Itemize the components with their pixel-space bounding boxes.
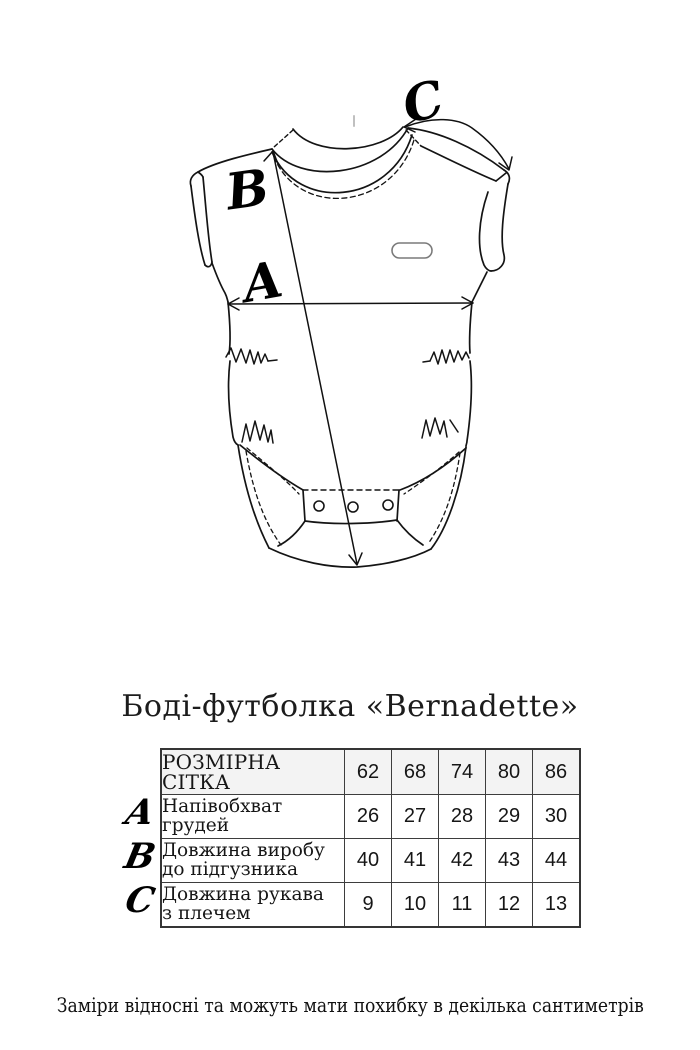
measure-value: 42 xyxy=(439,839,486,883)
table-letter-a: A xyxy=(122,792,158,833)
table-letter-b: B xyxy=(120,836,160,877)
left-leg-wing xyxy=(238,445,269,548)
size-header-cell: 74 xyxy=(439,749,486,795)
size-header-cell: 68 xyxy=(392,749,439,795)
measure-value: 26 xyxy=(345,795,392,839)
right-leg-zigzag xyxy=(422,418,447,438)
snap-flap-bottom xyxy=(305,520,397,524)
measure-value: 10 xyxy=(392,883,439,928)
size-header-cell: 62 xyxy=(345,749,392,795)
measure-value: 43 xyxy=(486,839,533,883)
measure-value: 30 xyxy=(533,795,581,839)
letter-a-diagram: A xyxy=(238,249,287,315)
chest-label xyxy=(392,243,432,258)
left-underarm xyxy=(212,263,228,302)
size-grid-title: РОЗМІРНА СІТКА xyxy=(161,749,345,795)
leg-stitching-dashed xyxy=(246,448,460,545)
size-table-header-row xyxy=(161,749,580,795)
letter-c-diagram: C xyxy=(396,68,450,136)
measure-value: 12 xyxy=(486,883,533,928)
table-letter-c: C xyxy=(121,880,159,921)
bottom-section xyxy=(238,445,466,567)
measure-value: 40 xyxy=(345,839,392,883)
right-sleeve xyxy=(408,128,509,302)
measure-label: Довжина виробу до підгузника xyxy=(161,839,345,883)
measure-value: 11 xyxy=(439,883,486,928)
measure-value: 28 xyxy=(439,795,486,839)
table-row-b xyxy=(161,839,580,883)
snap-flap-left xyxy=(303,490,305,521)
measure-b-arrow xyxy=(264,151,362,565)
measure-value: 41 xyxy=(392,839,439,883)
table-row-a xyxy=(161,795,580,839)
size-table xyxy=(160,748,581,928)
measure-value: 29 xyxy=(486,795,533,839)
table-row-c xyxy=(161,883,580,928)
measure-label: Довжина рукава з плечем xyxy=(161,883,345,928)
letter-b-diagram: B xyxy=(222,157,273,222)
measure-label: Напівобхват грудей xyxy=(161,795,345,839)
snap-buttons xyxy=(314,500,393,512)
measure-value: 9 xyxy=(345,883,392,928)
measurement-disclaimer: Заміри відносні та можуть мати похибку в декілька сантиметрів xyxy=(56,993,644,1017)
left-shoulder-seam-dashed xyxy=(274,130,293,147)
size-header-cell: 80 xyxy=(486,749,533,795)
snap-flap-right xyxy=(397,490,399,521)
left-waist-zigzag xyxy=(226,348,268,364)
right-underarm xyxy=(472,272,487,302)
measure-value: 27 xyxy=(392,795,439,839)
size-header-cell: 86 xyxy=(533,749,581,795)
measure-letters xyxy=(220,68,449,314)
left-leg-zigzag xyxy=(242,421,273,443)
hem xyxy=(269,548,431,567)
body-sides xyxy=(228,302,472,446)
measure-value: 13 xyxy=(533,883,581,928)
right-shoulder-seam xyxy=(421,146,496,181)
right-waist-zigzag xyxy=(430,350,469,364)
page-title: Боді-футболка «Bernadette» xyxy=(121,689,579,724)
gather-zigzags xyxy=(226,348,469,443)
neckband xyxy=(272,127,421,198)
measure-value: 44 xyxy=(533,839,581,883)
